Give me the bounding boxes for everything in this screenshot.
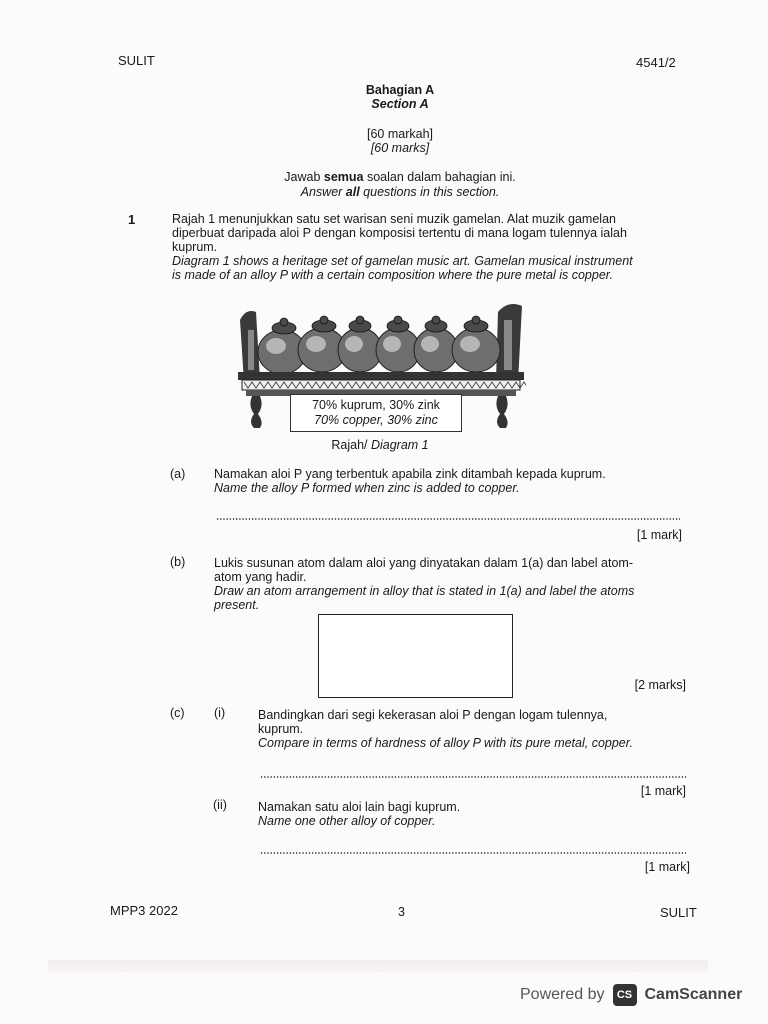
- section-marks-en: [60 marks]: [370, 141, 430, 155]
- powered-by-text: Powered by: [520, 986, 605, 1003]
- section-title-ms: Bahagian A: [365, 83, 435, 97]
- section-heading: [300, 83, 500, 111]
- scan-edge: [48, 960, 708, 972]
- part-b-label: (b): [170, 555, 186, 569]
- part-c-ii-label: (ii): [213, 798, 227, 812]
- composition-en: 70% copper, 30% zinc: [314, 413, 438, 427]
- part-a-mark: [1 mark]: [636, 528, 682, 542]
- intro-ms-line-2: diperbuat daripada aloi P dengan komposisi tertentu di mana logam tulennya ialah: [172, 226, 627, 240]
- part-c-i-label: (i): [214, 706, 226, 720]
- part-c-ii-text-en: Name one other alloy of copper.: [258, 814, 436, 828]
- part-c-i-text-ms-2: kuprum.: [258, 722, 304, 736]
- part-c-i-mark: [1 mark]: [640, 784, 686, 798]
- part-b-drawing-box[interactable]: [318, 614, 513, 698]
- part-b-text-en-2: present.: [214, 598, 260, 612]
- question-number: 1: [128, 212, 136, 227]
- question-intro: [172, 212, 672, 282]
- part-b-text-ms-1: Lukis susunan atom dalam aloi yang dinyatakan dalam 1(a) dan label atom-: [214, 556, 633, 570]
- part-c-ii-question: [258, 800, 678, 828]
- camscanner-watermark: [520, 984, 742, 1006]
- section-instructions: [230, 170, 570, 200]
- part-c-ii-mark: [1 mark]: [644, 860, 690, 874]
- alloy-composition-box: [290, 394, 462, 432]
- part-a-text-ms: Namakan aloi P yang terbentuk apabila zink ditambah kepada kuprum.: [214, 467, 606, 481]
- part-b-text-ms-2: atom yang hadir.: [214, 570, 307, 584]
- diagram-caption: Rajah/ Diagram 1: [331, 438, 429, 452]
- footer-right: SULIT: [660, 905, 697, 920]
- part-b-mark: [2 marks]: [634, 678, 686, 692]
- intro-ms-line-1: Rajah 1 menunjukkan satu set warisan seni muzik gamelan. Alat muzik gamelan: [172, 212, 616, 226]
- header-right: 4541/2: [636, 55, 676, 70]
- part-b-text-en-1: Draw an atom arrangement in alloy that is stated in 1(a) and label the atoms: [214, 584, 635, 598]
- camscanner-brand: CamScanner: [644, 986, 743, 1003]
- section-marks-ms: [60 markah]: [366, 127, 433, 141]
- composition-ms: 70% kuprum, 30% zink: [312, 398, 440, 412]
- part-c-i-text-ms-1: Bandingkan dari segi kekerasan aloi P dengan logam tulennya,: [258, 708, 608, 722]
- part-a-text-en: Name the alloy P formed when zinc is added to copper.: [214, 481, 520, 495]
- part-a-answer-line[interactable]: [216, 518, 680, 520]
- part-b-question: [214, 556, 679, 612]
- intro-en-line-1: Diagram 1 shows a heritage set of gamelan music art. Gamelan musical instrument: [172, 254, 633, 268]
- part-a-question: [214, 467, 674, 495]
- header-left: SULIT: [118, 53, 155, 68]
- footer-code: MPP3 2022: [110, 903, 178, 918]
- camscanner-logo-icon: CS: [613, 984, 637, 1006]
- part-c-label: (c): [170, 706, 185, 720]
- page-number: 3: [398, 905, 405, 919]
- section-marks: [300, 127, 500, 155]
- instruction-en: Answer all questions in this section.: [300, 185, 500, 199]
- part-c-i-text-en: Compare in terms of hardness of alloy P with its pure metal, copper.: [258, 736, 633, 750]
- part-c-i-answer-line[interactable]: [260, 776, 686, 778]
- section-title-en: Section A: [371, 97, 429, 111]
- instruction-ms: Jawab semua soalan dalam bahagian ini.: [284, 170, 516, 184]
- intro-ms-line-3: kuprum.: [172, 240, 218, 254]
- part-c-ii-answer-line[interactable]: [260, 852, 686, 854]
- intro-en-line-2: is made of an alloy P with a certain composition where the pure metal is copper.: [172, 268, 613, 282]
- part-c-ii-text-ms: Namakan satu aloi lain bagi kuprum.: [258, 800, 461, 814]
- part-c-i-question: [258, 708, 688, 750]
- part-a-label: (a): [170, 467, 186, 481]
